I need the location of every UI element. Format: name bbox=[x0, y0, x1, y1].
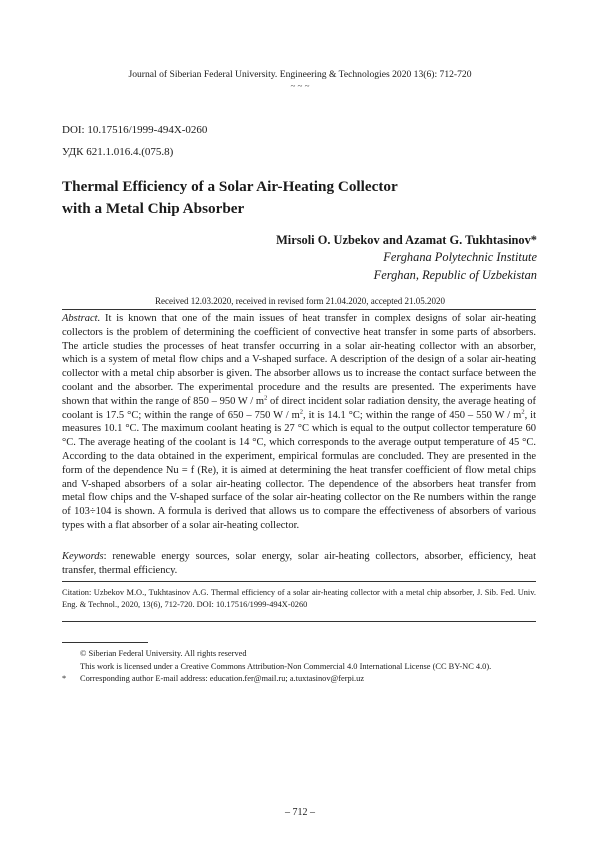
keywords-label: Keywords bbox=[62, 551, 104, 562]
abstract-text-4: , it measures 10.1 °C. The maximum coolant heating is 27 °C which is equal to the output collector temperature 60 °C. The average heating of the coolant is 14 °C, which corresponds to the average output temperature of 45 °C. According to the data obtained in the experiment, empirical formulas are concluded. They are presented in the form of the dependence Nu = f (Re), it is aimed at determining the heat transfer coefficient of flow metal chips and V-shaped absorbers of a solar air-heating collector. The dependence of the absorbers heat transfer from metal flow chips and the V-shaped surface of the solar air-heating collector on the Re numbers within the range of 103÷104 is shown. A formula is derived that allows us to compare the effectiveness of absorbers of various types with a flat absorber of a solar air-heating collector. bbox=[62, 409, 536, 531]
article-title bbox=[62, 176, 542, 220]
keywords-text: : renewable energy sources, solar energy, solar air-heating collectors, absorber, efficiency, heat transfer, thermal efficiency. bbox=[62, 551, 536, 576]
page-number: – 712 – bbox=[285, 807, 315, 818]
doi-line: DOI: 10.17516/1999-494X-0260 bbox=[62, 124, 208, 136]
abstract-sup-3: 2 bbox=[521, 408, 525, 416]
abstract-label: Abstract. bbox=[62, 313, 101, 324]
abstract-text-1: It is known that one of the main issues of heat transfer in complex designs of solar air-heating collectors is the problem of determining the coefficient of convective heat transfer in some parts of absorbers. The article studies the processes of heat transfer occurring in a solar air-heating collector with an absorber, which is a system of metal flow chips and a V-shaped surface. A description of the design of a solar air-heating collector with a metal chip absorber is given. The absorber allows us to increase the contact surface between the coolant and the absorber. The experimental procedure and the results are presented. The experiments have shown that within the range of 850 – 950 W / m bbox=[62, 313, 536, 407]
divider-citation-top bbox=[62, 581, 536, 582]
abstract-sup-1: 2 bbox=[264, 394, 268, 402]
citation: Citation: Uzbekov M.O., Tukhtasinov A.G. Thermal efficiency of a solar air-heating collector with a metal chip absorber, J. Sib. Fed. Univ. Eng. & Technol., 2020, 13(6), 712-720. DOI: 10.17516/1999-494X-0260 bbox=[62, 588, 536, 610]
affiliation-line-1: Ferghana Polytechnic Institute bbox=[383, 250, 537, 264]
divider-citation-bottom bbox=[62, 621, 536, 622]
udk-line: УДК 621.1.016.4.(075.8) bbox=[62, 146, 174, 158]
title-line-2: with a Metal Chip Absorber bbox=[62, 200, 245, 217]
abstract bbox=[62, 312, 536, 533]
keywords bbox=[62, 550, 536, 578]
affiliation-line-2: Ferghan, Republic of Uzbekistan bbox=[373, 268, 537, 282]
header-ornament: ~ ~ ~ bbox=[290, 81, 310, 91]
received-dates: Received 12.03.2020, received in revised form 21.04.2020, accepted 21.05.2020 bbox=[155, 296, 445, 306]
abstract-text-2: of direct incident solar radiation density, the average heating of coolant is 17.5 °C; within the range of 650 – 750 W / m bbox=[62, 395, 536, 421]
authors: Mirsoli O. Uzbekov and Azamat G. Tukhtasinov* bbox=[276, 233, 537, 247]
divider-top bbox=[62, 309, 536, 310]
abstract-sup-2: 2 bbox=[299, 408, 304, 416]
footnote-rule bbox=[62, 642, 148, 643]
journal-header: Journal of Siberian Federal University. Engineering & Technologies 2020 13(6): 712-720 bbox=[128, 69, 472, 80]
footnote-corresponding-text: Corresponding author E-mail address: education.fer@mail.ru; a.tuxtasinov@ferpi.uz bbox=[80, 674, 365, 683]
footnote-star: * bbox=[62, 674, 67, 683]
footnote-corresponding bbox=[62, 673, 364, 684]
footnote-copyright: © Siberian Federal University. All rights reserved bbox=[80, 649, 247, 658]
footnote-license: This work is licensed under a Creative Commons Attribution-Non Commercial 4.0 International License (CC BY-NC 4.0). bbox=[80, 662, 492, 671]
abstract-text-3: , it is 14.1 °C; within the range of 450 – 550 W / m bbox=[303, 409, 522, 421]
title-line-1: Thermal Efficiency of a Solar Air-Heating Collector bbox=[62, 178, 398, 195]
